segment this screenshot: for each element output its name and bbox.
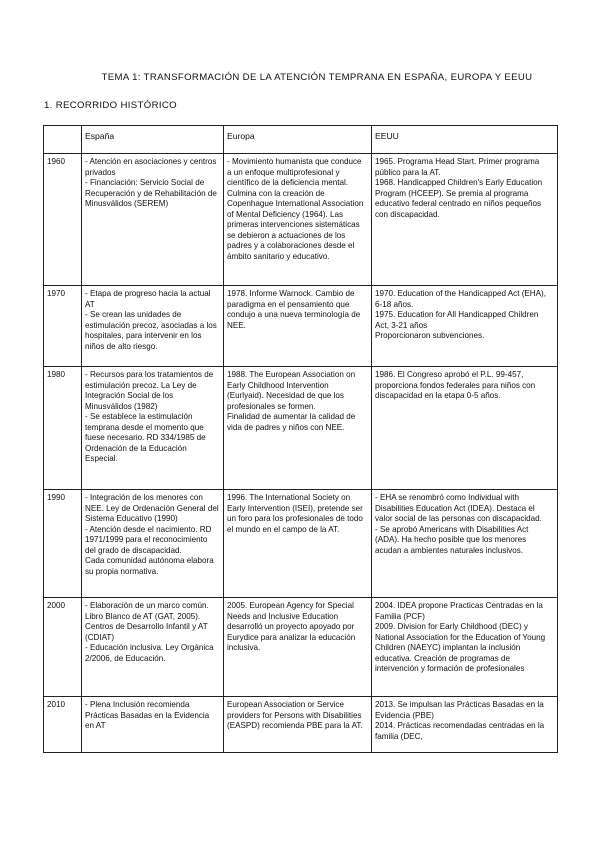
year-cell: 2010 (44, 697, 82, 753)
espana-cell (82, 598, 224, 697)
cell-text: 2009. Division for Early Childhood (DEC) y National Association for the Education of Young Children (NAEYC) implantan la inclusión educativa. Creación de programas de intervención y formación de profesionales (375, 622, 546, 673)
cell-text: 2013. Se impulsan las Prácticas Basadas en la Evidencia (PBE) (375, 700, 544, 720)
cell-text: - EHA se renombró como Individual with Disabilities Education Act (IDEA). Destaca el valor social de las personas con discapacidad. (375, 493, 542, 523)
cell-text: - Se aprobó Americans with Disabilities Act (ADA). Ha hecho posible que los menores acudan a ambientes naturales inclusivos. (375, 524, 529, 555)
eeuu-cell (372, 490, 558, 598)
cell-text: 2014. Prácticas recomendadas centradas en la familia (DEC, (375, 721, 545, 741)
espana-cell (82, 490, 224, 598)
year-cell: 1990 (44, 490, 82, 598)
header-year (44, 126, 82, 154)
header-espana: España (82, 126, 224, 154)
table-header-row (44, 126, 558, 154)
page-title: TEMA 1: TRANSFORMACIÓN DE LA ATENCIÓN TEMPRANA EN ESPAÑA, EUROPA Y EEUU (101, 72, 533, 83)
cell-text: - Se establece la estimulación temprana desde el momento que fuese necesario. RD 334/1985 de Ordenación de la Educación Especial. (85, 412, 206, 463)
cell-text: 1965. Programa Head Start. Primer programa público para la AT. (375, 157, 540, 177)
history-table (43, 125, 558, 753)
cell-text: 2004. IDEA propone Practicas Centradas en la Familia (PCF) (375, 601, 543, 621)
cell-text: 1975. Education for All Handicapped Children Act, 3-21 años (375, 310, 539, 330)
eeuu-cell (372, 697, 558, 753)
cell-text: European Association or Service providers for Persons with Disabilities (EASPD) recomienda PBE para la AT. (227, 700, 363, 730)
espana-cell (82, 154, 224, 286)
espana-cell (82, 697, 224, 753)
year-cell: 1970 (44, 286, 82, 367)
cell-text: Proporcionaron subvenciones. (375, 331, 485, 340)
europa-cell (224, 697, 372, 753)
table-row (44, 490, 558, 598)
eeuu-cell (372, 598, 558, 697)
cell-text: 1996. The International Society on Early Intervention (ISEI), pretende ser un foro para los profesionales de todo el mundo en el campo de la AT. (227, 493, 363, 534)
cell-text: - Educación inclusiva. Ley Orgánica 2/2006, de Educación. (85, 643, 214, 663)
cell-text: - Atención desde el nacimiento. RD 1971/1999 para el reconocimiento del grado de discapacidad. (85, 524, 212, 555)
europa-cell (224, 286, 372, 367)
europa-cell (224, 367, 372, 490)
eeuu-cell (372, 286, 558, 367)
cell-text: 1978. Informe Warnock. Cambio de paradigma en el pensamiento que condujo a una nueva terminología de NEE. (227, 289, 361, 330)
europa-cell (224, 598, 372, 697)
section-heading: 1. RECORRIDO HISTÓRICO (44, 100, 177, 111)
table-row (44, 286, 558, 367)
year-cell: 1980 (44, 367, 82, 490)
europa-cell (224, 154, 372, 286)
cell-text: - Atención en asociaciones y centros privados (85, 157, 217, 177)
table-row (44, 598, 558, 697)
cell-text: 1970. Education of the Handicapped Act (EHA), 6-18 años. (375, 289, 546, 309)
eeuu-cell (372, 367, 558, 490)
cell-text: - Movimiento humanista que conduce a un enfoque multiprofesional y científico de la deficiencia mental. Culmina con la creación de Copenhague International Association of Mental Deficiency (1964). Las primeras intervenciones sistemáticas se debieron a actuaciones de los padres y a colaboraciones desde el ámbito sanitario y educativo. (227, 157, 364, 261)
espana-cell (82, 367, 224, 490)
cell-text: - Etapa de progreso hacia la actual AT (85, 289, 211, 309)
header-eeuu: EEUU (372, 126, 558, 154)
cell-text: 2005. European Agency for Special Needs and Inclusive Education desarrolló un proyecto apoyado por Eurydice para analizar la educación inclusiva. (227, 601, 356, 652)
cell-text: 1986. El Congreso aprobó el P.L. 99-457, proporciona fondos federales para niños con discapacidad en la etapa 0-5 años. (375, 370, 536, 400)
table-row (44, 367, 558, 490)
cell-text: - Recursos para los tratamientos de estimulación precoz. La Ley de Integración Social de los Minusválidos (1982) (85, 370, 214, 411)
europa-cell (224, 490, 372, 598)
cell-text: - Integración de los menores con NEE. Ley de Ordenación General del Sistema Educativo (1990) (85, 493, 219, 523)
cell-text: - Financiación: Servicio Social de Recuperación y de Rehabilitación de Minusválidos (SEREM) (85, 178, 217, 208)
year-cell: 1960 (44, 154, 82, 286)
cell-text: Finalidad de aumentar la calidad de vida de padres y niños con NEE. (227, 412, 356, 432)
cell-text: Cada comunidad autónoma elabora su propia normativa. (85, 556, 214, 576)
cell-text: 1988. The European Association on Early Childhood Intervention (Eurlyaid). Necesidad de que los profesionales se formen. (227, 370, 356, 411)
cell-text: - Se crean las unidades de estimulación precoz, asociadas a los hospitales, para intervenir en los niños de alto riesgo. (85, 310, 217, 351)
cell-text: 1968. Handicapped Children's Early Education Program (HCEEP). Se premia al programa educativo federal centrado en niños pequeños con discapacidad. (375, 178, 543, 219)
cell-text: - Plena Inclusión recomienda Prácticas Basadas en la Evidencia en AT (85, 700, 210, 730)
table-row (44, 697, 558, 753)
eeuu-cell (372, 154, 558, 286)
year-cell: 2000 (44, 598, 82, 697)
espana-cell (82, 286, 224, 367)
table-row (44, 154, 558, 286)
header-europa: Europa (224, 126, 372, 154)
cell-text: - Elaboración de un marco común. Libro Blanco de AT (GAT, 2005). Centros de Desarrollo Infantil y AT (CDIAT) (85, 601, 209, 642)
